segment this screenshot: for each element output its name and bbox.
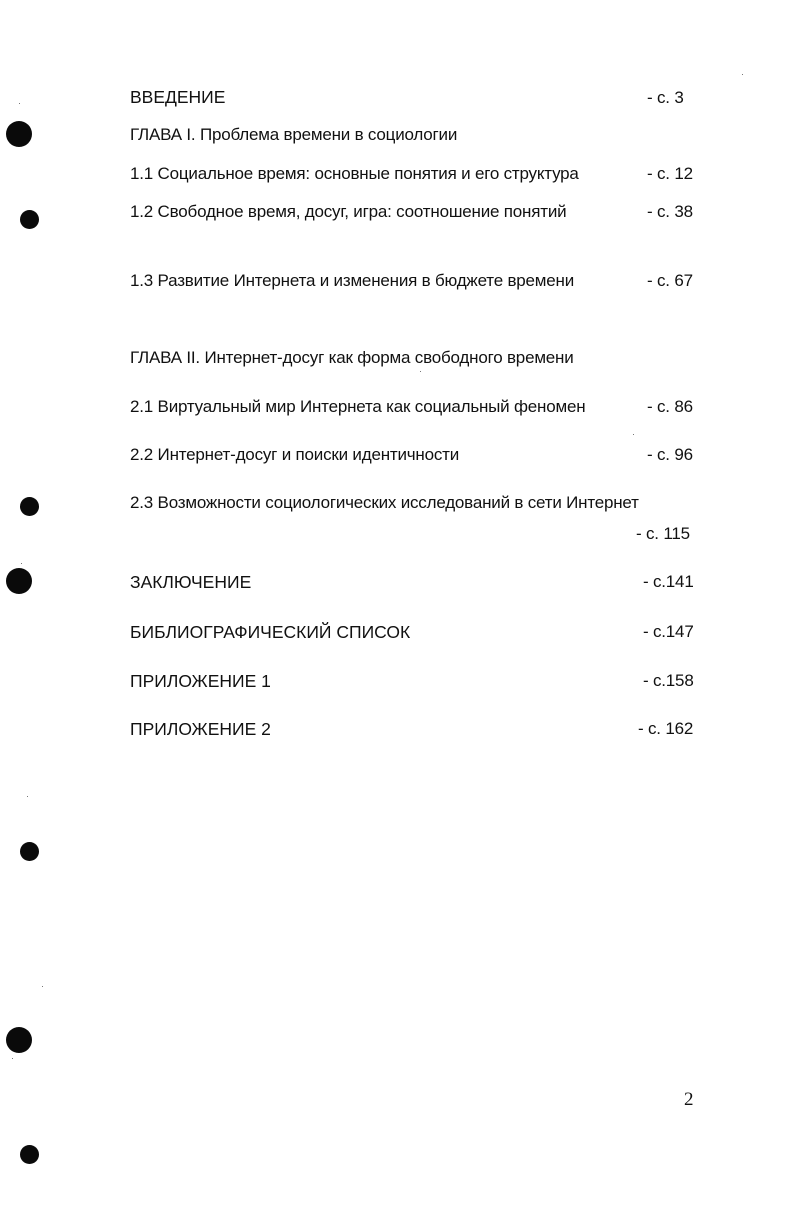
scan-speck: [742, 74, 743, 75]
toc-section-1-1-page: - с. 12: [647, 164, 693, 183]
toc-chapter-2-title: ГЛАВА II. Интернет-досуг как форма свободного времени: [130, 348, 574, 367]
toc-section-2-2-title: 2.2 Интернет-досуг и поиски идентичности: [130, 445, 460, 464]
toc-appendix-1-page: - с.158: [643, 671, 694, 690]
toc-appendix-2-page: - с. 162: [638, 719, 694, 738]
punch-hole: [6, 568, 32, 594]
punch-hole: [20, 842, 39, 861]
toc-section-1-3-page: - с. 67: [647, 271, 693, 290]
toc-entry-intro-title: ВВЕДЕНИЕ: [130, 87, 226, 107]
toc-section-1-3-title: 1.3 Развитие Интернета и изменения в бюджете времени: [130, 271, 575, 290]
toc-conclusion-page: - с.141: [643, 572, 694, 591]
toc-section-2-1-page: - с. 86: [647, 397, 693, 416]
scan-speck: [12, 1058, 13, 1059]
page-number: 2: [684, 1089, 694, 1110]
toc-section-1-2-title: 1.2 Свободное время, досуг, игра: соотношение понятий: [130, 202, 567, 221]
scan-speck: [42, 986, 43, 987]
toc-appendix-2-title: ПРИЛОЖЕНИЕ 2: [130, 719, 271, 739]
punch-hole: [6, 121, 32, 147]
toc-section-2-3-title: 2.3 Возможности социологических исследований в сети Интернет: [130, 493, 639, 512]
punch-hole: [20, 210, 39, 229]
scan-speck: [27, 796, 28, 797]
scan-speck: [21, 563, 22, 564]
punch-hole: [6, 1027, 32, 1053]
toc-chapter-1-title: ГЛАВА I. Проблема времени в социологии: [130, 125, 458, 144]
toc-conclusion-title: ЗАКЛЮЧЕНИЕ: [130, 572, 252, 592]
punch-hole: [20, 497, 39, 516]
scan-speck: [420, 371, 421, 372]
toc-section-1-1-title: 1.1 Социальное время: основные понятия и его структура: [130, 164, 579, 183]
toc-section-2-2-page: - с. 96: [647, 445, 693, 464]
toc-section-1-2-page: - с. 38: [647, 202, 693, 221]
scan-speck: [633, 434, 634, 435]
toc-bibliography-title: БИБЛИОГРАФИЧЕСКИЙ СПИСОК: [130, 622, 411, 642]
toc-bibliography-page: - с.147: [643, 622, 694, 641]
toc-section-2-1-title: 2.1 Виртуальный мир Интернета как социальный феномен: [130, 397, 586, 416]
toc-appendix-1-title: ПРИЛОЖЕНИЕ 1: [130, 671, 271, 691]
punch-hole: [20, 1145, 39, 1164]
toc-section-2-3-page: - с. 115: [636, 524, 690, 543]
toc-entry-intro-page: - с. 3: [647, 88, 684, 107]
scan-speck: [19, 103, 20, 104]
